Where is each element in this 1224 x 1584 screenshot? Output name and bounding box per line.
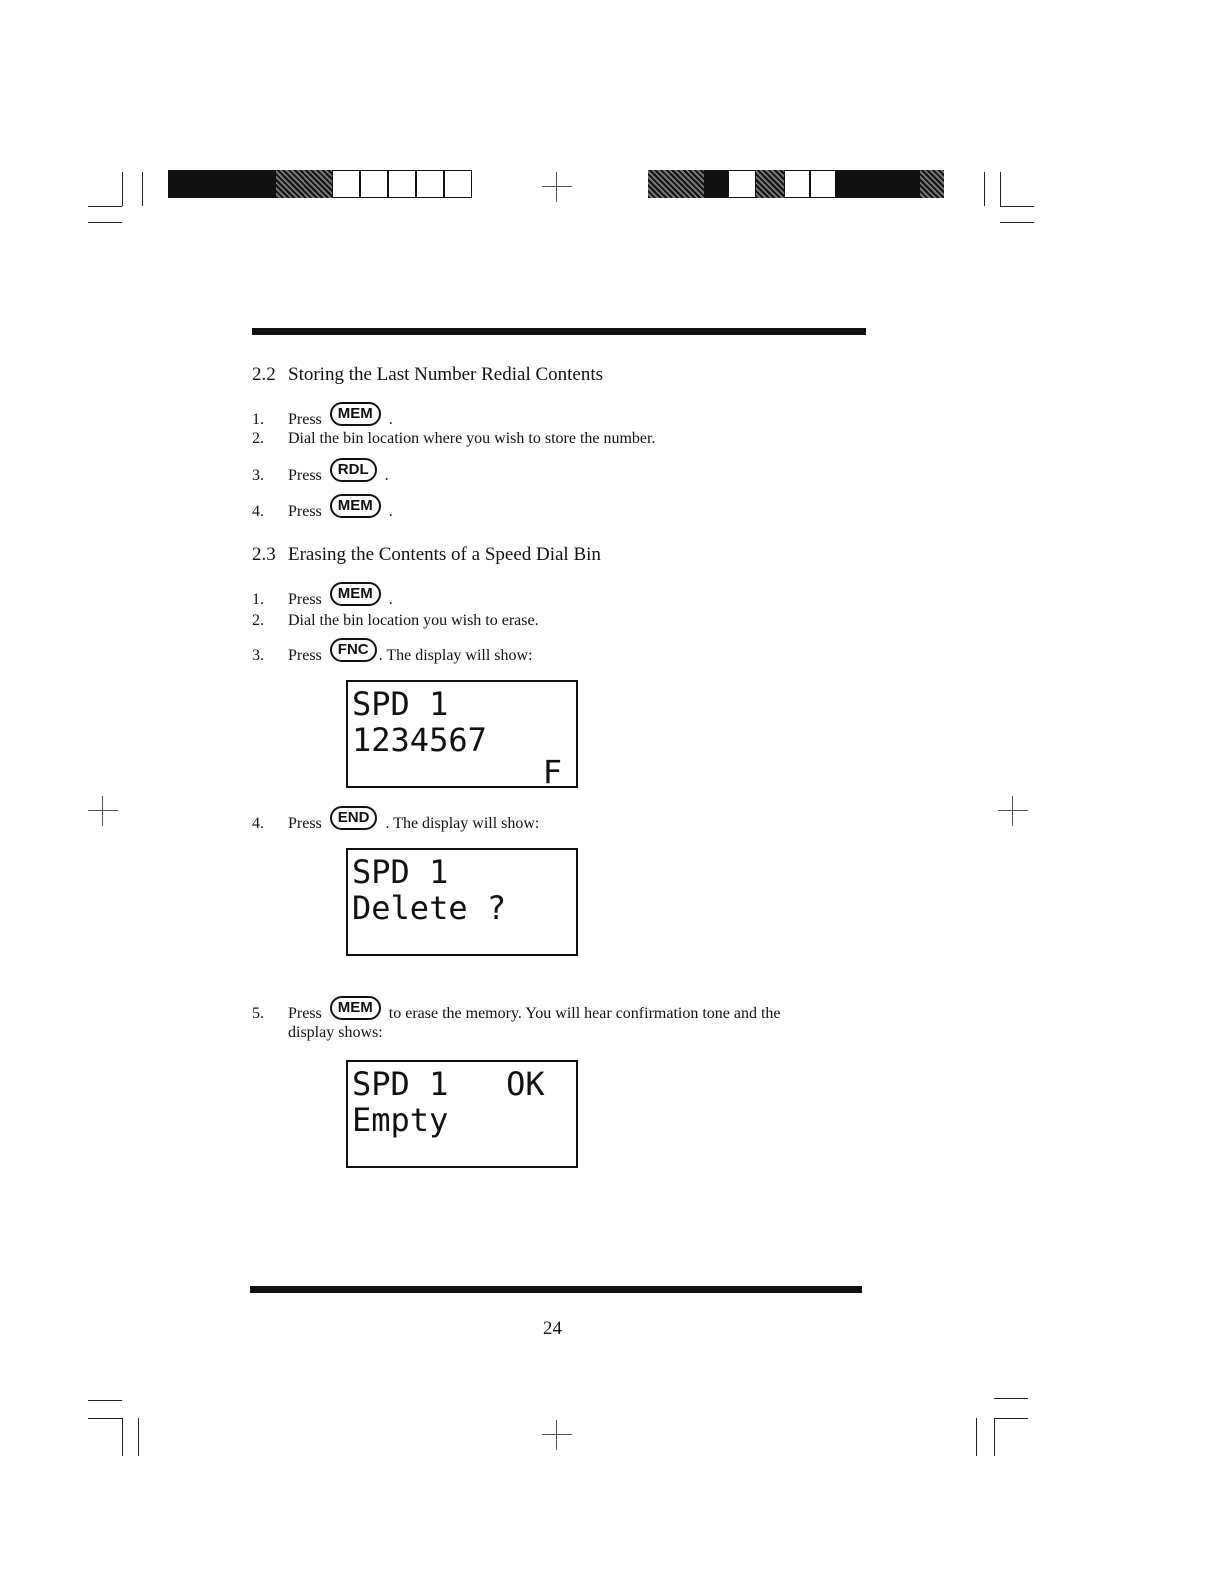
section-heading-2-3: 2.3 Erasing the Contents of a Speed Dial Bin: [252, 544, 601, 565]
lcd-line-1: SPD 1: [352, 685, 449, 723]
lcd-line-2: 1234567: [352, 721, 487, 759]
step-2-3-4: 4. Press END . The display will show:: [252, 806, 539, 833]
mem-key-icon: MEM: [330, 582, 381, 606]
step-2-3-3: 3. Press FNC . The display will show:: [252, 638, 533, 665]
step-2-2-4: 4. Press MEM .: [252, 494, 393, 521]
registration-bar-right: [648, 170, 944, 198]
step-2-3-2: 2. Dial the bin location you wish to erase.: [252, 612, 539, 629]
registration-crosshair-icon: [542, 172, 572, 202]
mem-key-icon: MEM: [330, 996, 381, 1020]
step-2-3-5-continued: display shows:: [288, 1024, 383, 1041]
step-2-2-1: 1. Press MEM .: [252, 402, 393, 429]
registration-crosshair-icon: [542, 1420, 572, 1450]
bottom-rule: [250, 1286, 862, 1293]
step-2-2-2: 2. Dial the bin location where you wish to store the number.: [252, 430, 656, 447]
registration-bar-left: [168, 170, 472, 198]
lcd-line-1: SPD 1 OK: [352, 1065, 545, 1103]
mem-key-icon: MEM: [330, 402, 381, 426]
end-key-icon: END: [330, 806, 378, 830]
mem-key-icon: MEM: [330, 494, 381, 518]
page-number: 24: [543, 1318, 562, 1339]
lcd-line-2: Delete ?: [352, 889, 507, 927]
lcd-flag: F: [542, 753, 562, 791]
lcd-display-1: [346, 680, 578, 791]
registration-crosshair-icon: [998, 796, 1028, 826]
rdl-key-icon: RDL: [330, 458, 377, 482]
lcd-line-2: Empty: [352, 1101, 449, 1139]
lcd-display-2: [346, 848, 578, 956]
fnc-key-icon: FNC: [330, 638, 377, 662]
registration-crosshair-icon: [88, 796, 118, 826]
lcd-line-1: SPD 1: [352, 853, 449, 891]
step-2-3-1: 1. Press MEM .: [252, 582, 393, 609]
step-2-3-5: 5. Press MEM to erase the memory. You will hear confirmation tone and the: [252, 996, 781, 1023]
lcd-display-3: [346, 1060, 578, 1168]
top-rule: [252, 328, 866, 335]
section-heading-2-2: 2.2 Storing the Last Number Redial Contents: [252, 364, 604, 385]
step-2-2-3: 3. Press RDL .: [252, 458, 389, 485]
